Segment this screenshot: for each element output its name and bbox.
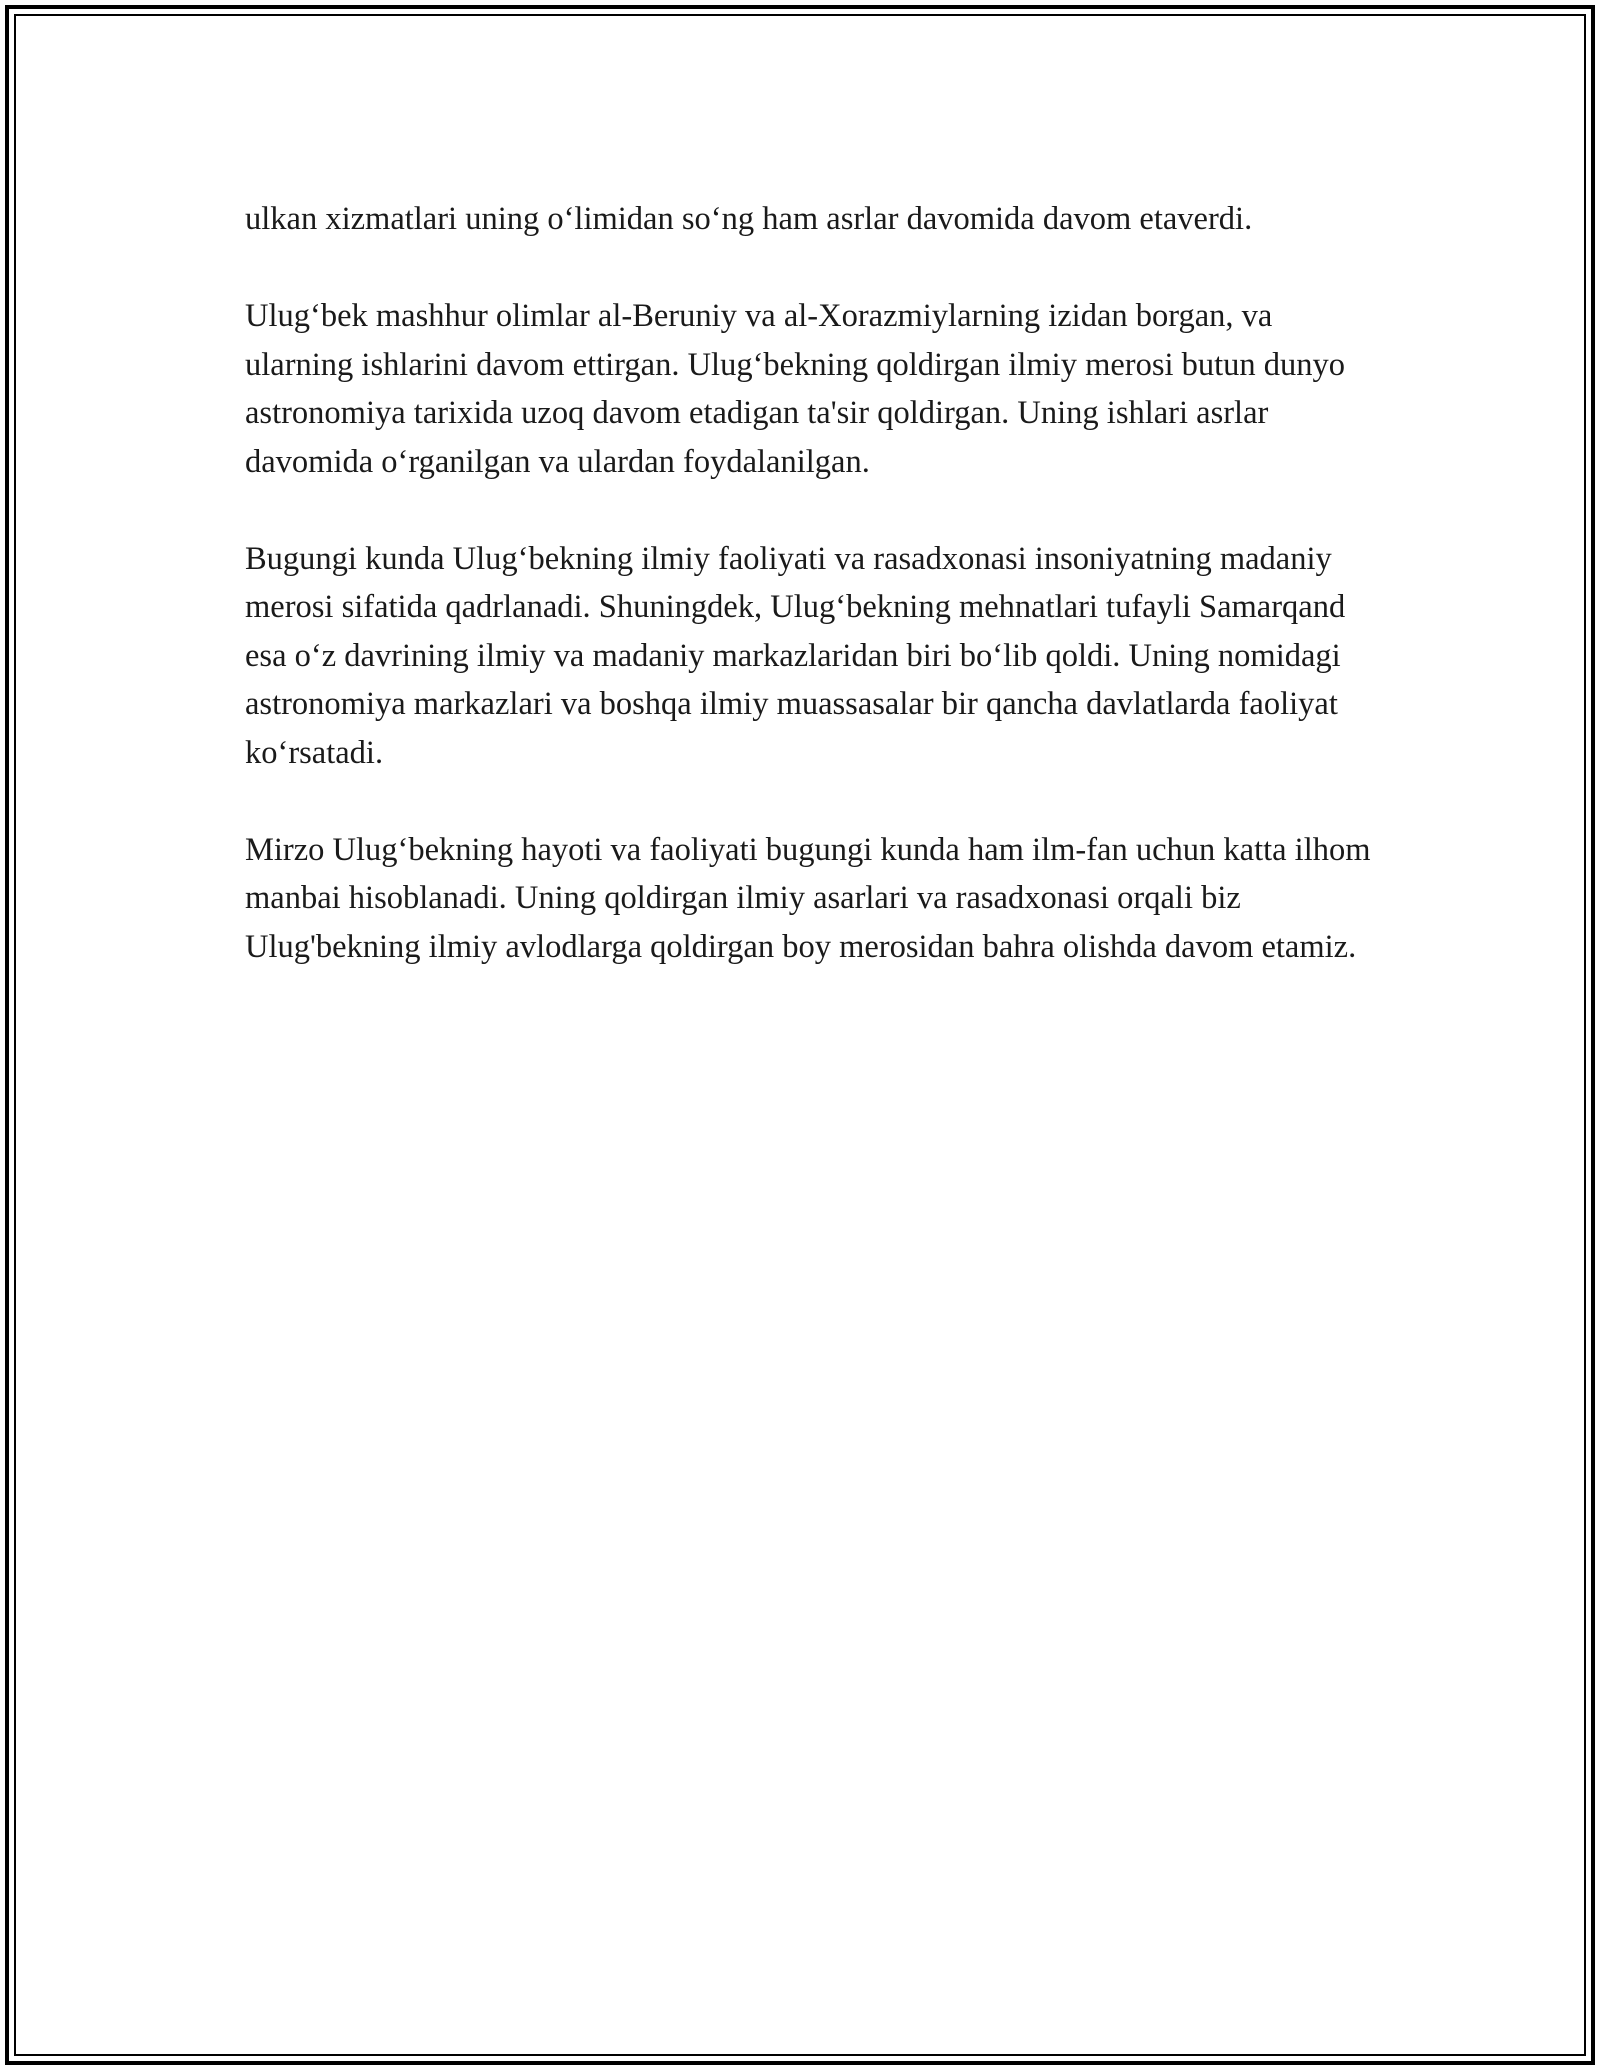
- paragraph: ulkan xizmatlari uning o‘limidan so‘ng ham asrlar davomida davom etaverdi.: [245, 201, 1253, 237]
- paragraph: Ulug‘bek mashhur olimlar al-Beruniy va al-Xorazmiylarning izidan borgan, va ularning ishlarini davom ettirgan. Ulug‘bekning qoldirgan ilmiy merosi butun dunyo astronomiya tarixida uzoq davom etadigan ta'sir qoldirgan. Uning ishlari asrlar davomida o‘rganilgan va ulardan foydalanilgan.: [245, 298, 1346, 480]
- page-border: [5, 5, 1595, 2065]
- document-body: [245, 195, 1375, 971]
- paragraph: Bugungi kunda Ulug‘bekning ilmiy faoliyati va rasadxonasi insoniyatning madaniy merosi sifatida qadrlanadi. Shuningdek, Ulug‘bekning mehnatlari tufayli Samarqand esa o‘z davrining ilmiy va madaniy markazlaridan biri bo‘lib qoldi. Uning nomidagi astronomiya markazlari va boshqa ilmiy muassasalar bir qancha davlatlarda faoliyat ko‘rsatadi.: [245, 540, 1346, 771]
- paragraph: Mirzo Ulug‘bekning hayoti va faoliyati bugungi kunda ham ilm-fan uchun katta ilhom manbai hisoblanadi. Uning qoldirgan ilmiy asarlari va rasadxonasi orqali biz Ulug'bekning ilmiy avlodlarga qoldirgan boy merosidan bahra olishda davom etamiz.: [245, 831, 1371, 965]
